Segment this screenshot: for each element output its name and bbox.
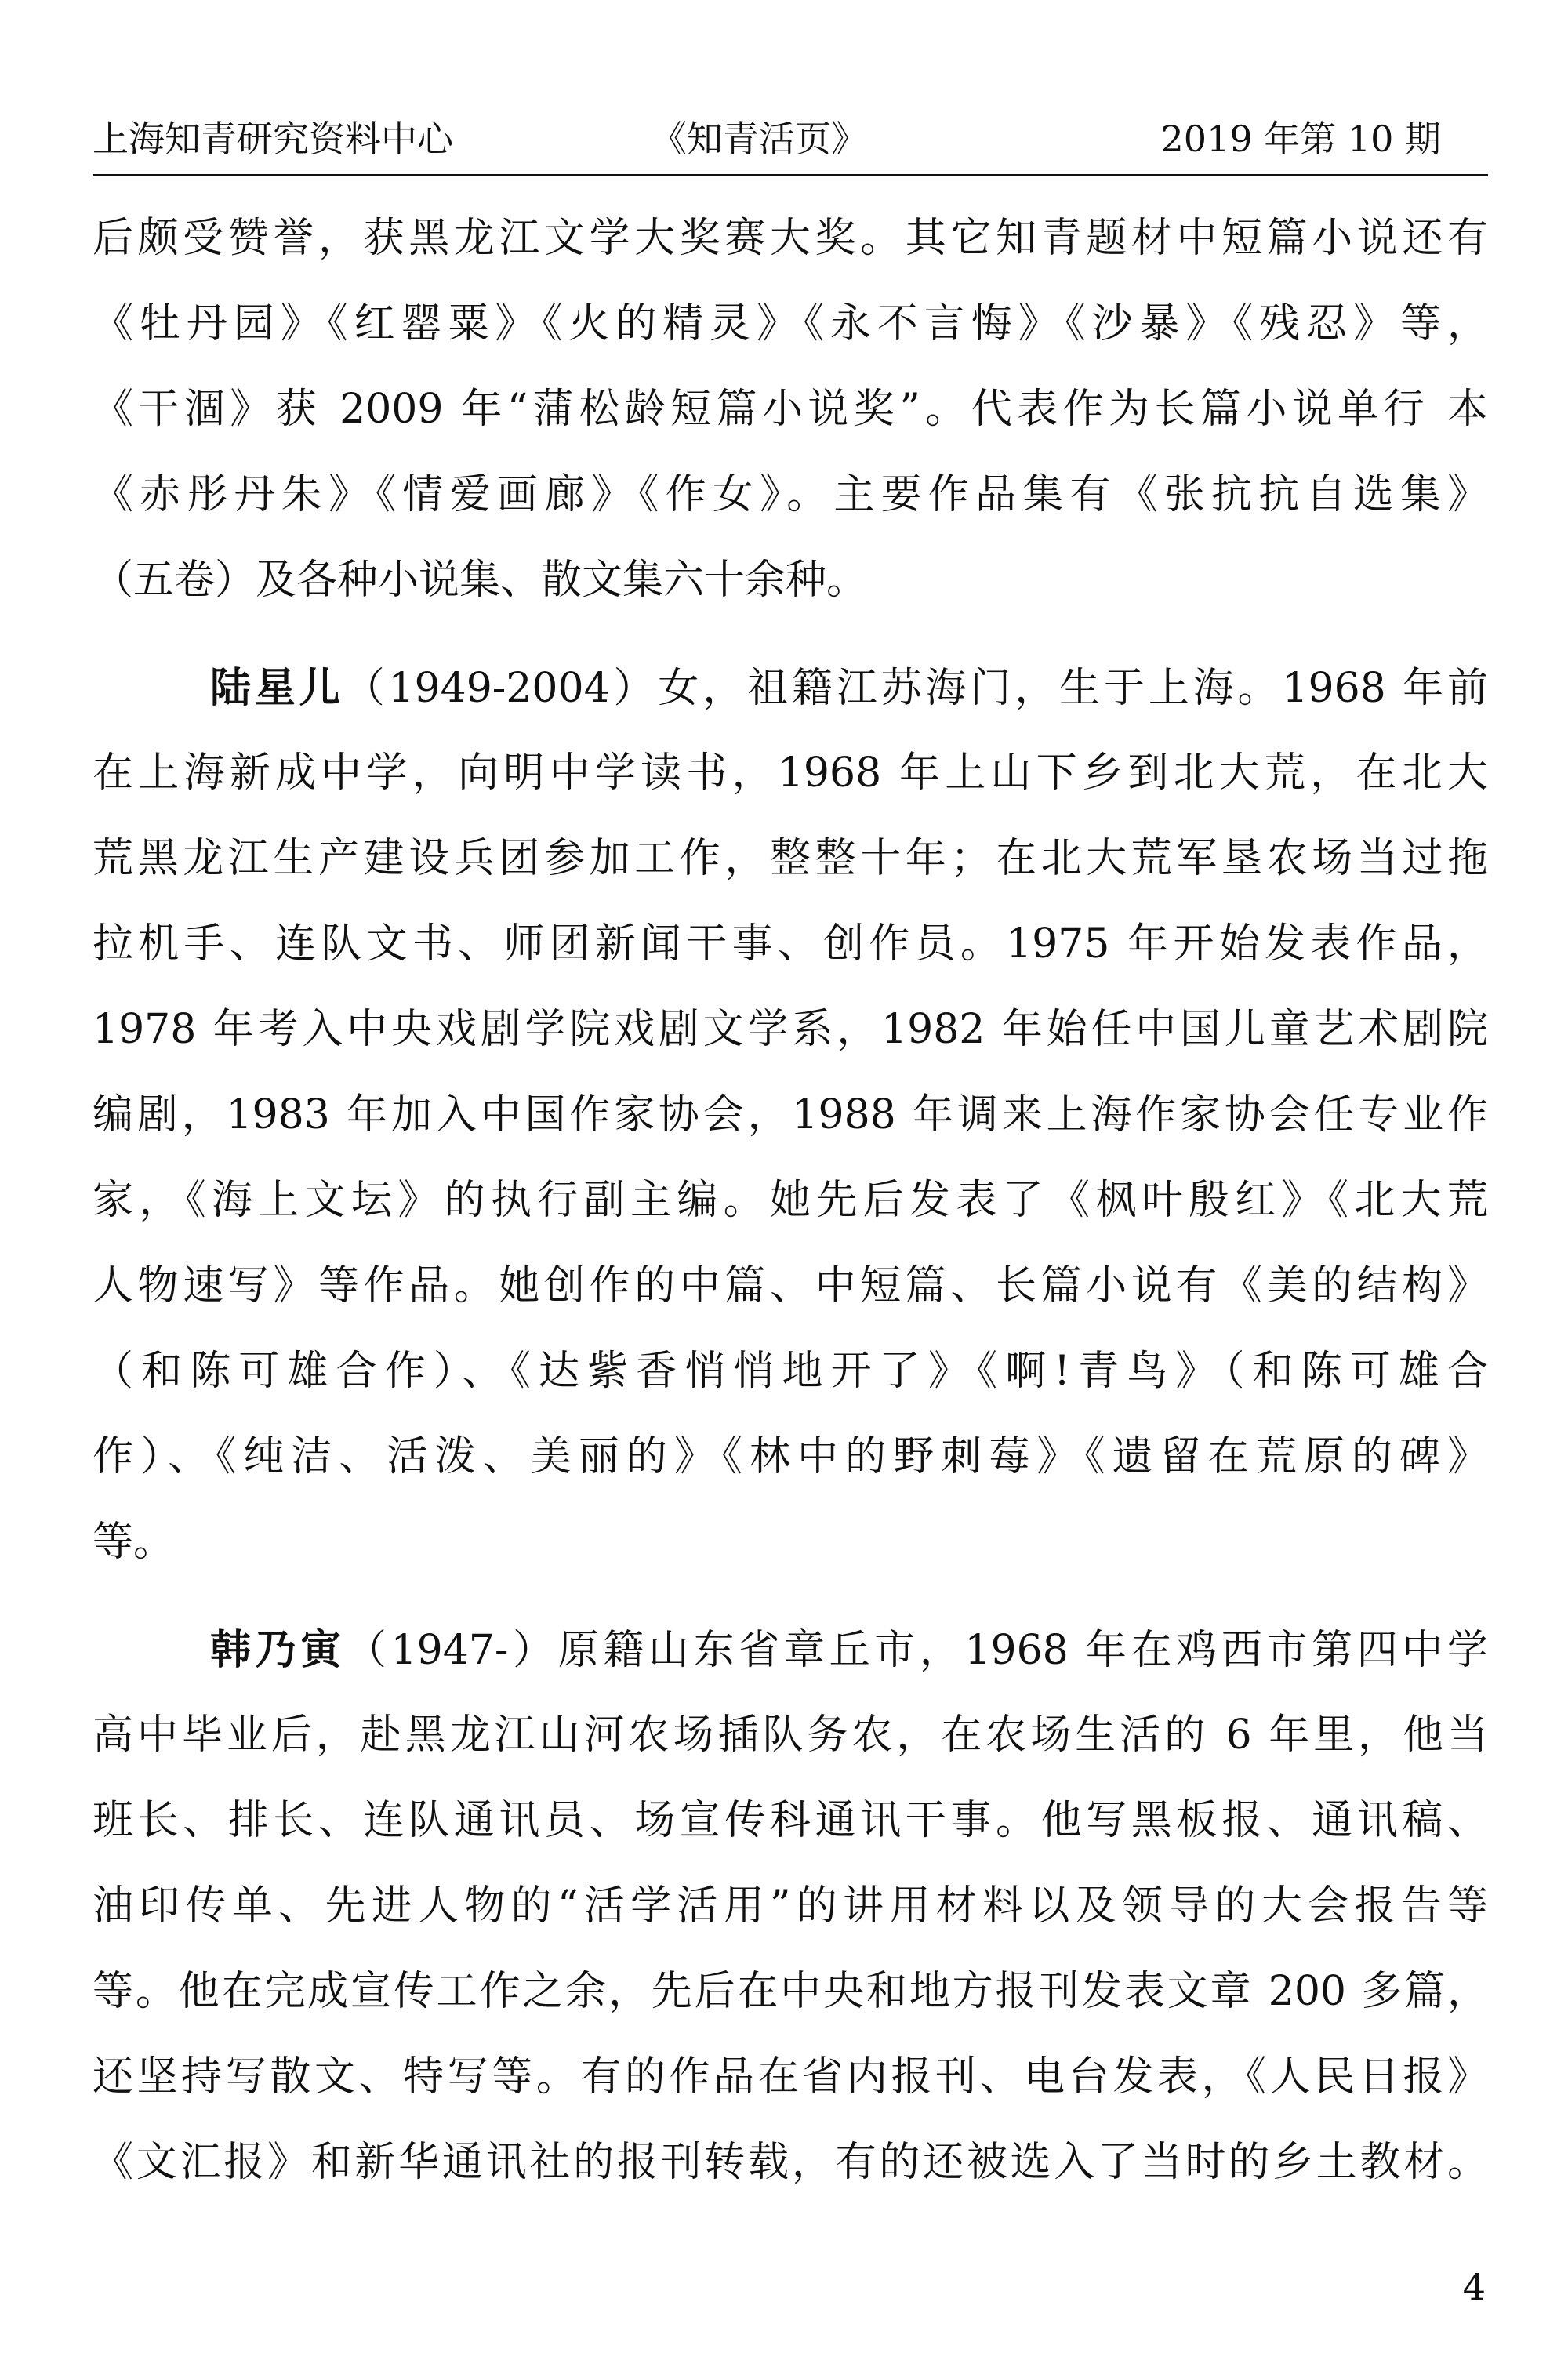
text-line: 还坚持写散文、特写等。有的作品在省内报刊、电台发表，《人民日报》 — [93, 2053, 1488, 2100]
text-line: 油印传单、先进人物的“活学活用”的讲用材料以及领导的大会报告等 — [93, 1882, 1488, 1930]
header-issue: 2019 年第 10 期 — [1160, 118, 1441, 160]
author-name: 陆星儿 — [210, 664, 344, 712]
author-name: 韩乃寅 — [210, 1626, 346, 1674]
paragraph-gap — [93, 623, 1488, 645]
text-line: 1978 年考入中央戏剧学院戏剧文学系，1982 年始任中国儿童艺术剧院 — [93, 1006, 1488, 1053]
text-line: 《干涸》获 2009 年“蒲松龄短篇小说奖”。代表作为长篇小说单行 本 — [93, 386, 1488, 433]
text-line: 《牡丹园》《红罂粟》《火的精灵》《永不言悔》《沙暴》《残忍》等， — [93, 300, 1488, 347]
text-line-first — [93, 1607, 1488, 1693]
text-line: （和陈可雄合作）、《达紫香悄悄地开了》《啊!青鸟》（和陈可雄合 — [93, 1348, 1488, 1395]
paragraph-lu-xinger — [93, 645, 1488, 1585]
body-text — [93, 196, 1488, 2206]
header-rule — [93, 174, 1488, 176]
text-line: 《文汇报》和新华通讯社的报刊转载，有的还被选入了当时的乡土教材。 — [93, 2139, 1488, 2186]
text-line: 拉机手、连队文书、师团新闻干事、创作员。1975 年开始发表作品， — [93, 920, 1488, 968]
header-publisher: 上海知青研究资料中心 — [93, 118, 453, 160]
text-line: 在上海新成中学，向明中学读书，1968 年上山下乡到北大荒，在北大 — [93, 750, 1488, 797]
text-line: 人物速写》等作品。她创作的中篇、中短篇、长篇小说有《美的结构》 — [93, 1262, 1488, 1309]
text-line: 班长、排长、连队通讯员、场宣传科通讯干事。他写黑板报、通讯稿、 — [93, 1797, 1488, 1844]
text-line: 作）、《纯洁、活泼、美丽的》《林中的野刺莓》《遗留在荒原的碑》 — [93, 1433, 1488, 1480]
text-line-first — [93, 645, 1488, 731]
text-line: 编剧，1983 年加入中国作家协会，1988 年调来上海作家协会任专业作 — [93, 1091, 1488, 1138]
text-line: 《赤彤丹朱》《情爱画廊》《作女》。主要作品集有《张抗抗自选集》 — [93, 471, 1488, 518]
text-line: 等。 — [93, 1519, 175, 1566]
paragraph-gap — [93, 1585, 1488, 1607]
page-number: 4 — [1462, 2266, 1486, 2308]
text-line: 家，《海上文坛》的执行副主编。她先后发表了《枫叶殷红》《北大荒 — [93, 1177, 1488, 1224]
text-line: 等。他在完成宣传工作之余，先后在中央和地方报刊发表文章 200 多篇， — [93, 1968, 1488, 2015]
paragraph-han-naiyin — [93, 1607, 1488, 2206]
text-line: 后颇受赞誉，获黑龙江文学大奖赛大奖。其它知青题材中短篇小说还有 — [93, 215, 1488, 262]
page-header — [93, 111, 1488, 166]
header-journal-title: 《知青活页》 — [651, 118, 867, 160]
text-run: （1949-2004）女，祖籍江苏海门，生于上海。1968 年前 — [343, 665, 1488, 712]
text-line: （五卷）及各种小说集、散文集六十余种。 — [93, 557, 868, 604]
text-line: 高中毕业后，赴黑龙江山河农场插队务农，在农场生活的 6 年里，他当 — [93, 1712, 1488, 1759]
text-run: （1947-）原籍山东省章丘市，1968 年在鸡西市第四中学 — [345, 1627, 1488, 1674]
paragraph-zhang-kangkang-continued — [93, 196, 1488, 623]
text-line: 荒黑龙江生产建设兵团参加工作，整整十年；在北大荒军垦农场当过拖 — [93, 835, 1488, 882]
